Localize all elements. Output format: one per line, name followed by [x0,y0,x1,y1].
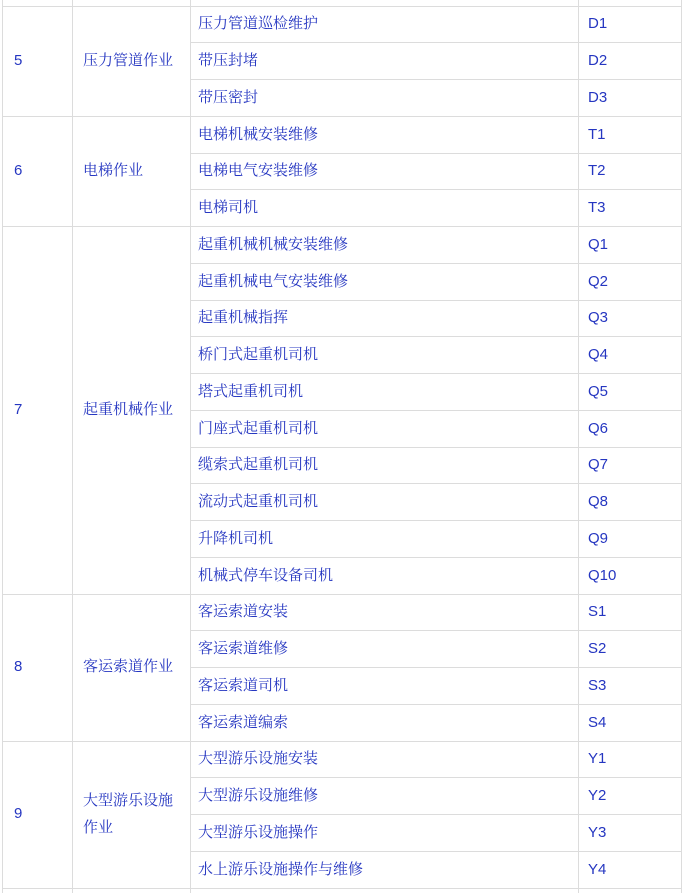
table-body [3,6,682,888]
item-name-cell: 带压封堵 [191,43,579,80]
item-code-cell: D3 [579,80,682,117]
item-code-cell: D1 [579,6,682,43]
item-code-cell: S1 [579,594,682,631]
cut-cell [3,888,73,893]
item-name-cell: 缆索式起重机司机 [191,447,579,484]
category-cell: 压力管道作业 [73,6,191,116]
table-row [3,227,682,264]
category-cell: 大型游乐设施作业 [73,741,191,888]
item-code-cell: Q5 [579,374,682,411]
item-name-cell: 门座式起重机司机 [191,410,579,447]
item-code-cell: S2 [579,631,682,668]
section-number-cell: 6 [3,116,73,226]
cut-cell [579,888,682,893]
category-cell: 电梯作业 [73,116,191,226]
table-row [3,6,682,43]
special-operations-table [2,0,682,893]
item-name-cell: 电梯司机 [191,190,579,227]
section-number-cell: 5 [3,6,73,116]
item-code-cell: Q8 [579,484,682,521]
item-name-cell: 桥门式起重机司机 [191,337,579,374]
item-name-cell: 大型游乐设施操作 [191,815,579,852]
item-name-cell: 电梯机械安装维修 [191,116,579,153]
category-cell: 客运索道作业 [73,594,191,741]
section-number-cell: 8 [3,594,73,741]
category-cell: 起重机械作业 [73,227,191,595]
item-name-cell: 塔式起重机司机 [191,374,579,411]
item-code-cell: Q7 [579,447,682,484]
item-code-cell: T2 [579,153,682,190]
table-row [3,116,682,153]
cut-cell [191,888,579,893]
item-code-cell: Q9 [579,521,682,558]
item-name-cell: 带压密封 [191,80,579,117]
item-name-cell: 起重机械电气安装维修 [191,263,579,300]
item-name-cell: 压力管道巡检维护 [191,6,579,43]
table-row [3,741,682,778]
item-name-cell: 升降机司机 [191,521,579,558]
item-name-cell: 水上游乐设施操作与维修 [191,851,579,888]
item-code-cell: Y1 [579,741,682,778]
item-code-cell: Y2 [579,778,682,815]
item-name-cell: 大型游乐设施维修 [191,778,579,815]
item-name-cell: 客运索道司机 [191,668,579,705]
item-code-cell: S4 [579,704,682,741]
item-code-cell: Q3 [579,300,682,337]
item-name-cell: 起重机械指挥 [191,300,579,337]
cut-row-bottom [3,888,682,893]
section-number-cell: 7 [3,227,73,595]
item-name-cell: 起重机械机械安装维修 [191,227,579,264]
item-code-cell: S3 [579,668,682,705]
item-name-cell: 电梯电气安装维修 [191,153,579,190]
item-name-cell: 客运索道安装 [191,594,579,631]
cut-cell [73,888,191,893]
item-code-cell: Q2 [579,263,682,300]
item-code-cell: T3 [579,190,682,227]
item-code-cell: T1 [579,116,682,153]
item-name-cell: 客运索道维修 [191,631,579,668]
item-name-cell: 机械式停车设备司机 [191,557,579,594]
item-code-cell: Q1 [579,227,682,264]
item-name-cell: 大型游乐设施安装 [191,741,579,778]
item-code-cell: Y4 [579,851,682,888]
item-name-cell: 流动式起重机司机 [191,484,579,521]
section-number-cell: 9 [3,741,73,888]
item-code-cell: Q4 [579,337,682,374]
item-code-cell: Y3 [579,815,682,852]
table-row [3,594,682,631]
item-code-cell: Q6 [579,410,682,447]
item-code-cell: D2 [579,43,682,80]
item-name-cell: 客运索道编索 [191,704,579,741]
item-code-cell: Q10 [579,557,682,594]
